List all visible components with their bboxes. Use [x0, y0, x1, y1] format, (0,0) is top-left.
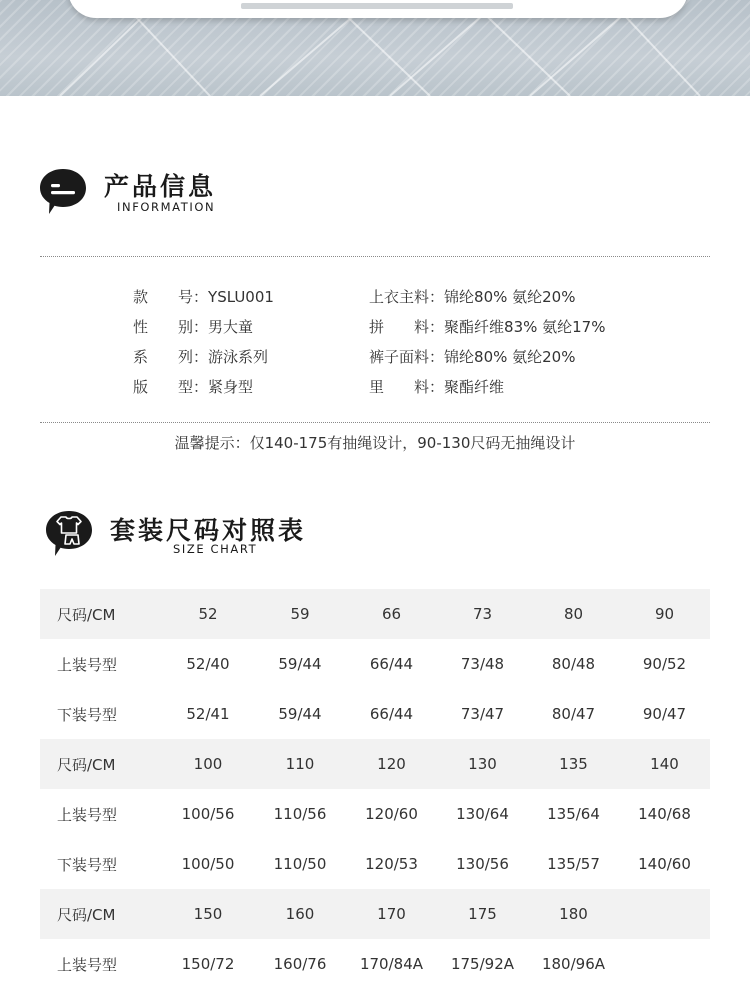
size-cell: 135/64 — [547, 805, 600, 823]
info-value: 游泳系列 — [208, 348, 269, 366]
info-label: 拼 料 — [369, 318, 430, 336]
size-cell: 52 — [162, 589, 254, 639]
size-cell: 73 — [437, 589, 528, 639]
size-cell: 73/48 — [460, 655, 505, 673]
size-cell: 150/72 — [181, 955, 235, 973]
banner-bar — [241, 3, 513, 9]
size-cell: 73/47 — [460, 705, 505, 723]
info-item-panel-fabric — [369, 316, 605, 337]
size-row — [40, 839, 710, 889]
size-row-label: 尺码/CM — [40, 589, 162, 639]
info-item-fit — [133, 376, 253, 397]
size-cell: 140/60 — [638, 855, 691, 873]
info-title: 产品信息 — [104, 172, 217, 201]
size-cell: 160/76 — [273, 955, 327, 973]
info-separator: ： — [193, 378, 209, 396]
info-item-gender — [133, 316, 253, 337]
info-separator: ： — [429, 348, 445, 366]
size-title: 套装尺码对照表 — [110, 516, 307, 545]
size-cell: 66 — [346, 589, 437, 639]
size-row — [40, 889, 710, 939]
speech-bubble-icon — [38, 166, 88, 216]
clothing-bubble-icon — [44, 509, 94, 557]
size-heading — [44, 509, 344, 561]
size-cell: 59/44 — [278, 655, 322, 673]
info-item-series — [133, 346, 268, 367]
size-cell: 90 — [619, 589, 710, 639]
size-cell: 135/57 — [547, 855, 600, 873]
size-cell: 66/44 — [369, 705, 414, 723]
size-row-label: 上装号型 — [57, 805, 118, 824]
info-value: 锦纶80% 氨纶20% — [444, 288, 576, 306]
size-row — [40, 589, 710, 639]
info-item-style-no — [133, 286, 274, 307]
size-cell: 130/64 — [456, 805, 509, 823]
info-top-divider — [40, 256, 710, 257]
size-cell: 180/96A — [541, 955, 606, 973]
size-cell: 66/44 — [369, 655, 414, 673]
size-cell: 175/92A — [450, 955, 515, 973]
size-cell: 150 — [162, 889, 254, 939]
size-row — [40, 789, 710, 839]
info-separator: ： — [429, 318, 445, 336]
info-label: 性 别 — [133, 318, 194, 336]
size-row-label: 上装号型 — [57, 655, 118, 674]
info-bottom-divider — [40, 422, 710, 423]
size-cell: 80/48 — [551, 655, 596, 673]
size-cell: 100/56 — [181, 805, 235, 823]
size-cell: 180 — [528, 889, 619, 939]
size-cell: 175 — [437, 889, 528, 939]
size-cell: 100 — [162, 739, 254, 789]
size-cell — [619, 889, 710, 939]
size-row-label: 下装号型 — [57, 855, 118, 874]
size-cell: 90/47 — [642, 705, 687, 723]
size-cell: 110/56 — [273, 805, 327, 823]
info-label: 款 号 — [133, 288, 194, 306]
info-label: 系 列 — [133, 348, 194, 366]
info-label: 上衣主料 — [369, 288, 430, 306]
info-separator: ： — [429, 288, 445, 306]
size-cell: 90/52 — [642, 655, 687, 673]
info-item-top-fabric — [369, 286, 575, 307]
size-table-body — [40, 589, 710, 989]
info-subtitle: INFORMATION — [117, 200, 216, 214]
info-value: 紧身型 — [208, 378, 254, 396]
info-label: 裤子面料 — [369, 348, 430, 366]
size-cell: 130 — [437, 739, 528, 789]
size-cell: 59 — [254, 589, 346, 639]
size-cell: 59/44 — [278, 705, 322, 723]
size-cell: 135 — [528, 739, 619, 789]
size-cell — [619, 939, 710, 989]
info-separator: ： — [193, 318, 209, 336]
size-row-label: 尺码/CM — [40, 889, 162, 939]
size-cell: 52/40 — [186, 655, 230, 673]
info-item-shorts-fabric — [369, 346, 575, 367]
info-separator: ： — [429, 378, 445, 396]
info-value: 聚酯纤维83% 氨纶17% — [444, 318, 606, 336]
size-cell: 140 — [619, 739, 710, 789]
size-cell: 52/41 — [186, 705, 230, 723]
size-cell: 170/84A — [359, 955, 424, 973]
size-cell: 120 — [346, 739, 437, 789]
size-cell: 140/68 — [638, 805, 691, 823]
size-row — [40, 639, 710, 689]
drawstring-notice: 温馨提示：仅140-175有抽绳设计，90-130尺码无抽绳设计 — [174, 434, 576, 452]
size-row-label: 尺码/CM — [40, 739, 162, 789]
size-cell: 80/47 — [551, 705, 596, 723]
size-cell: 80 — [528, 589, 619, 639]
info-value: 男大童 — [208, 318, 254, 336]
size-cell: 100/50 — [181, 855, 235, 873]
size-subtitle: SIZE CHART — [173, 542, 258, 556]
size-row-label: 上装号型 — [57, 955, 118, 974]
size-row-label: 下装号型 — [57, 705, 118, 724]
info-value: 聚酯纤维 — [444, 378, 505, 396]
size-table — [40, 589, 710, 989]
info-item-lining — [369, 376, 504, 397]
info-label: 里 料 — [369, 378, 430, 396]
size-cell: 160 — [254, 889, 346, 939]
size-cell: 120/53 — [365, 855, 418, 873]
size-cell: 170 — [346, 889, 437, 939]
info-label: 版 型 — [133, 378, 194, 396]
size-row — [40, 939, 710, 989]
info-value: 锦纶80% 氨纶20% — [444, 348, 576, 366]
size-cell: 120/60 — [365, 805, 418, 823]
size-cell: 110 — [254, 739, 346, 789]
info-value: YSLU001 — [208, 288, 274, 306]
size-row — [40, 739, 710, 789]
size-cell: 110/50 — [273, 855, 327, 873]
info-separator: ： — [193, 288, 209, 306]
size-cell: 130/56 — [456, 855, 509, 873]
size-row — [40, 689, 710, 739]
top-banner — [0, 0, 750, 96]
info-heading — [38, 166, 278, 222]
info-separator: ： — [193, 348, 209, 366]
